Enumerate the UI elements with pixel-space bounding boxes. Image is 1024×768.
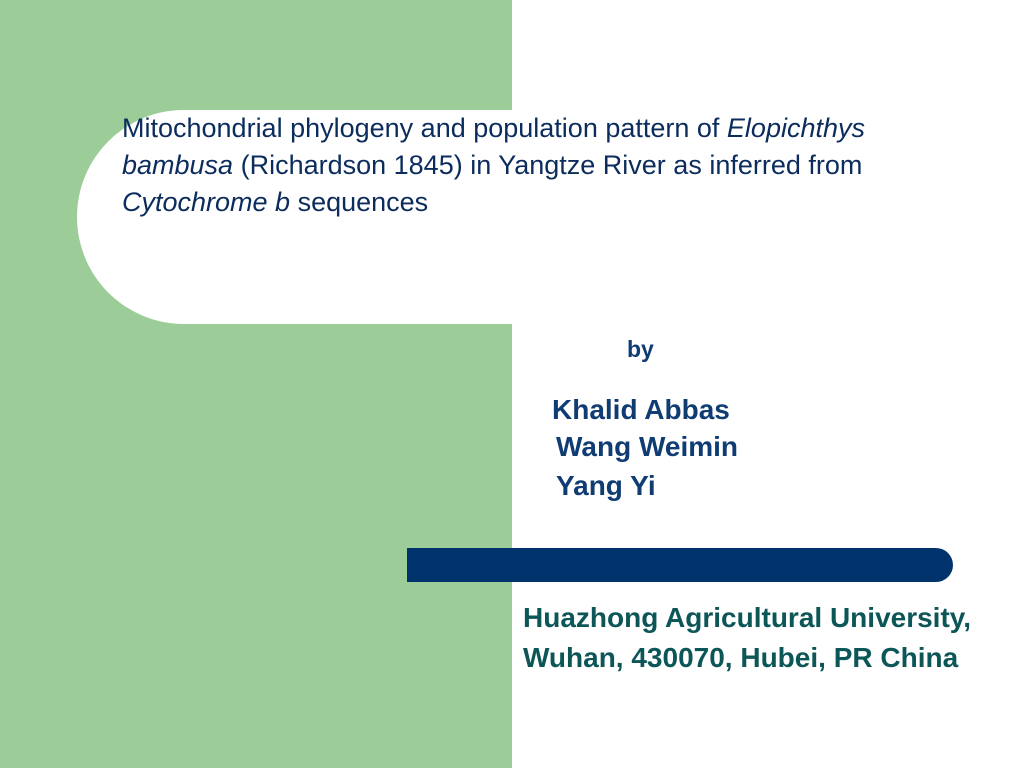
author-name: Khalid Abbas: [552, 394, 730, 425]
title-text-part3: sequences: [290, 187, 429, 217]
decorative-blue-bar: [407, 548, 953, 582]
slide-title: [122, 110, 942, 221]
author-name: Wang Weimin: [556, 431, 738, 462]
title-gene-name: Cytochrome b: [122, 187, 291, 217]
title-text-part1: Mitochondrial phylogeny and population pattern of: [122, 113, 727, 143]
title-text-part2: (Richardson 1845) in Yangtze River as inferred from: [233, 150, 863, 180]
by-label: by: [627, 336, 654, 362]
title-species-name: Elopichthys bambusa: [122, 113, 865, 180]
affiliation: Huazhong Agricultural University, Wuhan, 430070, Hubei, PR China: [523, 602, 972, 673]
author-name: Yang Yi: [556, 470, 656, 501]
